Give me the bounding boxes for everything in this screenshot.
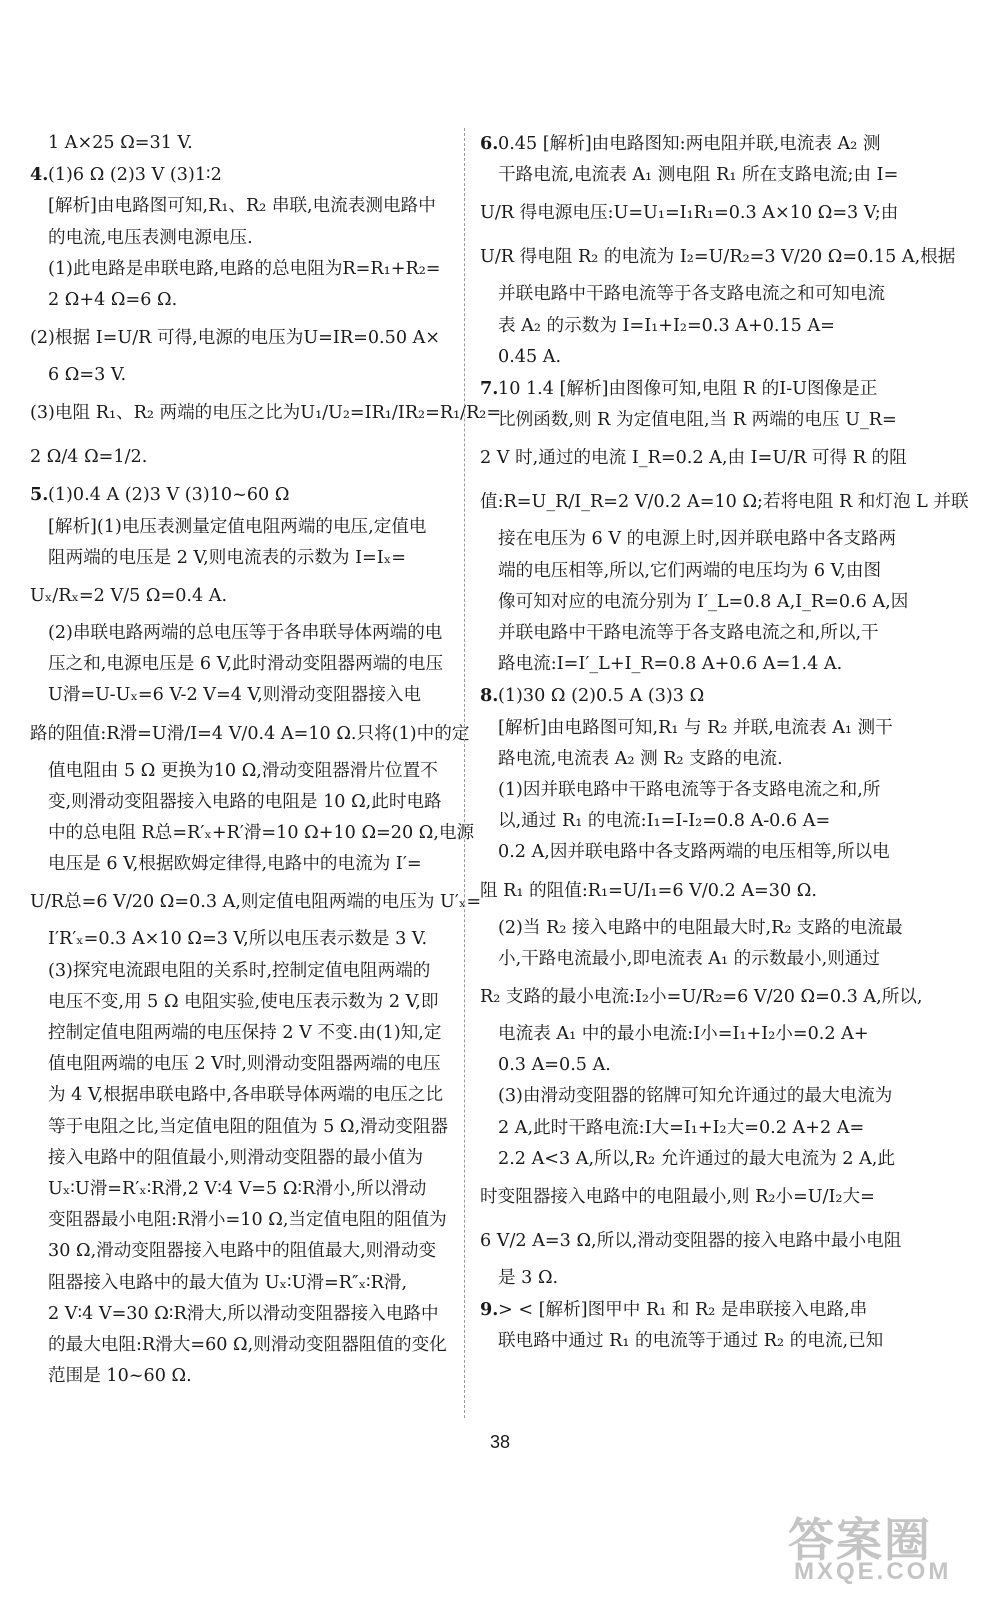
answer-line: (3)探究电流跟电阻的关系时,控制定值电阻两端的 bbox=[48, 960, 431, 981]
answer-line: [解析]由电路图可知,R₁、R₂ 串联,电流表测电路中 bbox=[48, 196, 436, 217]
answer-line: 值电阻两端的电压 2 V时,则滑动变阻器两端的电压 bbox=[48, 1054, 441, 1075]
question-number: 8. bbox=[480, 685, 499, 707]
answer-line bbox=[30, 159, 460, 191]
answer-column-right bbox=[480, 128, 969, 1358]
answer-line: R₂ 支路的最小电流:I₂小=U/R₂=6 V/20 Ω=0.3 A,所以, bbox=[480, 987, 923, 1008]
question-number: 4. bbox=[30, 164, 49, 186]
answer-line: 像可知对应的电流分别为 I′_L=0.8 A,I_R=0.6 A,因 bbox=[498, 591, 909, 612]
answer-line: 的最大电阻:R滑大=60 Ω,则滑动变阻器阻值的变化 bbox=[48, 1335, 447, 1356]
answer-line: 2 Ω/4 Ω=1/2. bbox=[30, 447, 148, 468]
answer-line: 联电路中通过 R₁ 的电流等于通过 R₂ 的电流,已知 bbox=[498, 1331, 884, 1352]
answer-line: (3)由滑动变阻器的铭牌可知允许通过的最大电流为 bbox=[498, 1086, 893, 1107]
answer-line bbox=[480, 680, 910, 712]
answer-line: 控制定值电阻两端的电压保持 2 V 不变.由(1)知,定 bbox=[48, 1023, 442, 1044]
answer-text: 10 1.4 [解析]由图像可知,电阻 R 的I-U图像是正 bbox=[498, 379, 878, 400]
answer-line: 0.3 A=0.5 A. bbox=[498, 1055, 611, 1076]
answer-line: 压之和,电源电压是 6 V,此时滑动变阻器两端的电压 bbox=[48, 654, 444, 675]
answer-line: Uₓ/Rₓ=2 V/5 Ω=0.4 A. bbox=[30, 586, 228, 607]
answer-line: 30 Ω,滑动变阻器接入电路中的阻值最大,则滑动变 bbox=[48, 1241, 437, 1262]
answer-line: 2 A,此时干路电流:I大=I₁+I₂大=0.2 A+2 A= bbox=[498, 1117, 865, 1138]
answer-line: 等于电阻之比,当定值电阻的阻值为 5 Ω,滑动变阻器 bbox=[48, 1116, 449, 1137]
answer-line: 6 V/2 A=3 Ω,所以,滑动变阻器的接入电路中最小电阻 bbox=[480, 1231, 902, 1252]
answer-line: 1 A×25 Ω=31 V. bbox=[48, 133, 193, 153]
answer-line: 阻器接入电路中的最大值为 Uₓ∶U滑=R″ₓ∶R滑, bbox=[48, 1272, 408, 1293]
answer-line: 电压是 6 V,根据欧姆定律得,电路中的电流为 I′= bbox=[48, 854, 422, 875]
watermark-seal-text: 答案圈 bbox=[788, 1514, 932, 1566]
answer-line: U/R 得电源电压:U=U₁=I₁R₁=0.3 A×10 Ω=3 V;由 bbox=[480, 203, 899, 224]
answer-line: 接在电压为 6 V 的电源上时,因并联电路中各支路两 bbox=[498, 529, 897, 550]
answer-line: 0.2 A,因并联电路中各支路两端的电压相等,所以电 bbox=[498, 842, 890, 863]
answer-line bbox=[480, 128, 910, 160]
answer-line: 中的总电阻 R总=R′ₓ+R′滑=10 Ω+10 Ω=20 Ω,电源 bbox=[48, 823, 475, 844]
answer-line: 6 Ω=3 V. bbox=[48, 365, 127, 386]
watermark-url-text: MXQE.COM bbox=[794, 1558, 952, 1585]
answer-line: 变阻器最小电阻:R滑小=10 Ω,当定值电阻的阻值为 bbox=[48, 1210, 447, 1231]
answer-line: Uₓ∶U滑=R′ₓ∶R滑,2 V∶4 V=5 Ω∶R滑小,所以滑动 bbox=[48, 1179, 427, 1200]
answer-text: (1)6 Ω (2)3 V (3)1∶2 bbox=[48, 165, 222, 186]
answer-line: 电压不变,用 5 Ω 电阻实验,使电压表示数为 2 V,即 bbox=[48, 991, 439, 1012]
answer-line: 2 Ω+4 Ω=6 Ω. bbox=[48, 290, 178, 311]
answer-line: 接入电路中的阻值最小,则滑动变阻器的最小值为 bbox=[48, 1147, 424, 1168]
answer-line: 2.2 A<3 A,所以,R₂ 允许通过的最大电流为 2 A,此 bbox=[498, 1148, 895, 1169]
answer-line: (1)因并联电路中干路电流等于各支路电流之和,所 bbox=[498, 780, 881, 801]
answer-line: 范围是 10~60 Ω. bbox=[48, 1366, 192, 1387]
answer-column-left bbox=[30, 128, 502, 1393]
answer-line: (2)串联电路两端的总电压等于各串联导体两端的电 bbox=[48, 623, 443, 644]
answer-line: 变,则滑动变阻器接入电路的电阻是 10 Ω,此时电路 bbox=[48, 791, 442, 812]
answer-line: 路电流:I=I′_L+I_R=0.8 A+0.6 A=1.4 A. bbox=[498, 654, 843, 675]
answer-line: 0.45 A. bbox=[498, 346, 562, 367]
answer-line: 时变阻器接入电路中的电阻最小,则 R₂小=U/I₂大= bbox=[480, 1187, 875, 1208]
answer-line: 并联电路中干路电流等于各支路电流之和,所以,干 bbox=[498, 623, 879, 644]
answer-line: (1)此电路是串联电路,电路的总电阻为R=R₁+R₂= bbox=[48, 258, 441, 279]
answer-line: 值电阻由 5 Ω 更换为10 Ω,滑动变阻器滑片位置不 bbox=[48, 760, 438, 781]
answer-line: 端的电压相等,所以,它们两端的电压均为 6 V,由图 bbox=[498, 560, 882, 581]
answer-line: (2)当 R₂ 接入电路中的电阻最大时,R₂ 支路的电流最 bbox=[498, 917, 903, 938]
answer-line: I′R′ₓ=0.3 A×10 Ω=3 V,所以电压表示数是 3 V. bbox=[48, 929, 428, 950]
answer-line: 阻 R₁ 的阻值:R₁=U/I₁=6 V/0.2 A=30 Ω. bbox=[480, 880, 817, 901]
answer-text: 0.45 [解析]由电路图知:两电阻并联,电流表 A₂ 测 bbox=[498, 134, 881, 154]
answer-line bbox=[480, 373, 910, 405]
answer-line bbox=[30, 479, 460, 511]
answer-line: 2 V 时,通过的电流 I_R=0.2 A,由 I=U/R 可得 R 的阻 bbox=[480, 448, 907, 469]
answer-line: 阻两端的电压是 2 V,则电流表的示数为 I=Iₓ= bbox=[48, 547, 406, 568]
answer-line: 小,干路电流最小,即电流表 A₁ 的示数最小,则通过 bbox=[498, 948, 881, 969]
answer-line: U滑=U-Uₓ=6 V-2 V=4 V,则滑动变阻器接入电 bbox=[48, 685, 422, 706]
answer-line: U/R 得电阻 R₂ 的电流为 I₂=U/R₂=3 V/20 Ω=0.15 A,根据 bbox=[480, 247, 956, 268]
column-divider bbox=[464, 128, 465, 1418]
answer-line: 干路电流,电流表 A₁ 测电阻 R₁ 所在支路电流;由 I= bbox=[498, 165, 899, 186]
answer-line: [解析]由电路图可知,R₁ 与 R₂ 并联,电流表 A₁ 测干 bbox=[498, 717, 893, 738]
answer-line: 为 4 V,根据串联电路中,各串联导体两端的电压之比 bbox=[48, 1085, 444, 1106]
answer-line: 路电流,电流表 A₂ 测 R₂ 支路的电流. bbox=[498, 748, 783, 769]
question-number: 6. bbox=[480, 133, 499, 154]
answer-line: 电流表 A₁ 中的最小电流:I小=I₁+I₂小=0.2 A+ bbox=[498, 1024, 869, 1045]
watermark-logo bbox=[788, 1504, 988, 1594]
page-number: 38 bbox=[489, 1432, 511, 1452]
answer-line: (3)电阻 R₁、R₂ 两端的电压之比为U₁/U₂=IR₁/IR₂=R₁/R₂= bbox=[30, 403, 502, 424]
answer-line: 2 V∶4 V=30 Ω∶R滑大,所以滑动变阻器接入电路中 bbox=[48, 1303, 439, 1324]
answer-line: 以,通过 R₁ 的电流:I₁=I-I₂=0.8 A-0.6 A= bbox=[498, 811, 831, 832]
question-number: 9. bbox=[480, 1299, 499, 1321]
answer-text: (1)0.4 A (2)3 V (3)10~60 Ω bbox=[48, 485, 290, 506]
question-number: 5. bbox=[30, 484, 49, 506]
answer-line: [解析](1)电压表测量定值电阻两端的电压,定值电 bbox=[48, 516, 427, 537]
answer-text: (1)30 Ω (2)0.5 A (3)3 Ω bbox=[498, 686, 705, 707]
answer-line: 是 3 Ω. bbox=[498, 1268, 559, 1289]
answer-line: 路的阻值:R滑=U滑/I=4 V/0.4 A=10 Ω.只将(1)中的定 bbox=[30, 723, 470, 744]
answer-line: U/R总=6 V/20 Ω=0.3 A,则定值电阻两端的电压为 U′ₓ= bbox=[30, 892, 482, 913]
answer-line bbox=[480, 1294, 910, 1326]
answer-line: 的电流,电压表测电源电压. bbox=[48, 227, 253, 248]
answer-line: 并联电路中干路电流等于各支路电流之和可知电流 bbox=[498, 284, 886, 305]
answer-line: (2)根据 I=U/R 可得,电源的电压为U=IR=0.50 A× bbox=[30, 328, 441, 349]
question-number: 7. bbox=[480, 378, 499, 400]
answer-line: 表 A₂ 的示数为 I=I₁+I₂=0.3 A+0.15 A= bbox=[498, 315, 835, 336]
answer-text: > < [解析]图甲中 R₁ 和 R₂ 是串联接入电路,串 bbox=[498, 1300, 868, 1321]
answer-line: 比例函数,则 R 为定值电阻,当 R 两端的电压 U_R= bbox=[498, 410, 897, 431]
answer-line: 值:R=U_R/I_R=2 V/0.2 A=10 Ω;若将电阻 R 和灯泡 L 并联 bbox=[480, 492, 969, 513]
